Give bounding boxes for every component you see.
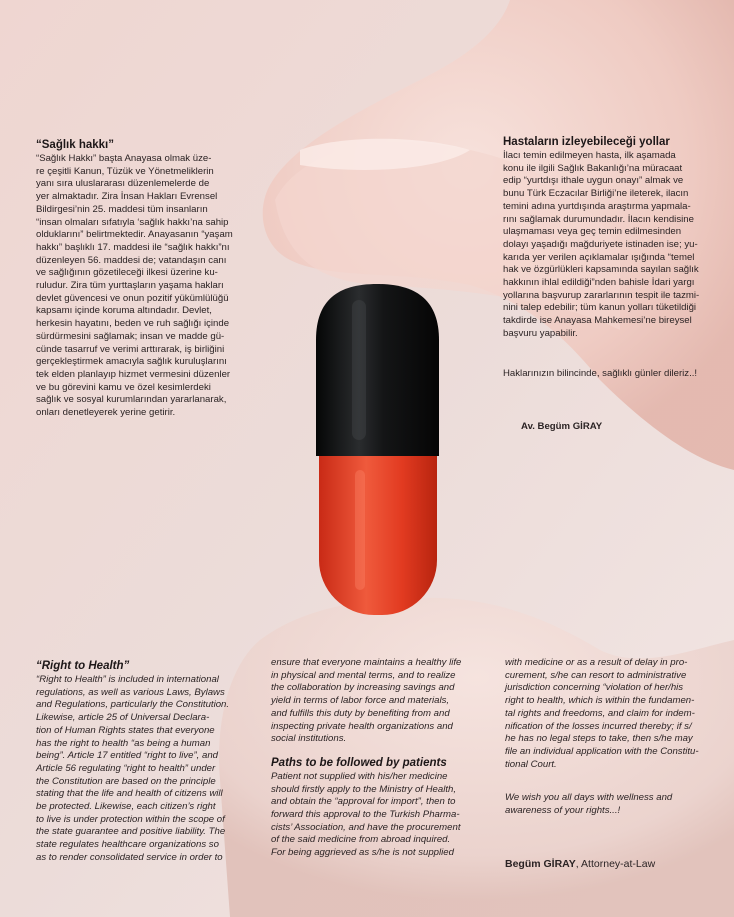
- section-title: Paths to be followed by patients: [271, 756, 447, 769]
- english-signature: [505, 858, 655, 871]
- turkish-left-section: [36, 138, 272, 420]
- body-text: “Right to Health” is included in international regulations, as well as various Laws, Bylaws and Regulations, particularly the Constitution. Likewise, article 25 of Universal Declara- tion of Human Rights states that everyone has the right to health “as being a human being”. Article 17 entitled “right to live”, and Article 56 regulating “right to health” under the Constitution are based on the principle stating that the life and health of citizens will be protected. Likewise, each citizen’s right to live is under protection within the scope of the state guarantee and positive liability. The state regulates healthcare organizations so as to render consolidated service in order to: [36, 674, 230, 863]
- section-title: “Sağlık hakkı”: [36, 139, 114, 151]
- english-column-3: [505, 657, 721, 771]
- english-column-2: [271, 657, 499, 860]
- body-text: “Sağlık Hakkı” başta Anayasa olmak üze- re çeşitli Kanun, Tüzük ve Yönetmeliklerin yanı sıra uluslararası düzenlemelerde de yer almaktadır. Zira İnsan Hakları Evrensel Bildirgesi’nin 25. maddesi tüm insanların “insan olmaları sıfatıyla ‘sağlık hakkı’na sahip olduklarını” belirtmektedir. Anayasanın “yaşam hakkı” başlıklı 17. maddesi ile “sağlık hakkı”nı düzenleyen 56. maddesi de; vatandaşın canı ve sağlığının gözetileceği ilkesi üzerine ku- ruludur. Zira tüm yurttaşların yaşama hakları devlet güvencesi ve onun pozitif yükümlülüğü kapsamı içinde koruma altındadır. Devlet, herkesin hayatını, beden ve ruh sağlığı içinde sürdürmesini sağlamak; insan ve madde gü- cünde tasarruf ve verimi arttırarak, iş birliğini gerçekleştirmek amacıyla sağlık kuruluşlarını tek elden planlayıp hizmet vermesini düzenler ve bu görevini kamu ve özel kesimlerdeki sağlık ve sosyal kurumlarından yararlanarak, onları denetleyerek yerine getirir.: [36, 153, 233, 419]
- english-closing: [505, 792, 721, 817]
- section-title: Hastaların izleyebileceği yollar: [503, 136, 670, 148]
- signature-title: , Attorney-at-Law: [575, 858, 656, 870]
- closing-text: We wish you all days with wellness and awareness of your rights...!: [505, 792, 673, 816]
- signature-name: Begüm GİRAY: [505, 858, 576, 870]
- section-title: “Right to Health”: [36, 660, 130, 672]
- capsule: [316, 284, 439, 615]
- turkish-right-section: [503, 135, 717, 341]
- english-column-1: [36, 659, 270, 865]
- turkish-closing: Haklarınızın bilincinde, sağlıklı günler dileriz..!: [503, 368, 698, 379]
- body-text: with medicine or as a result of delay in pro- curement, s/he can resort to administrative jurisdiction concerning “violation of her/his right to health, which is within the fundamen- tal rights and freedoms, and claim for indem- nification of the losses incurred thereby; if s/ he has no legal steps to take, then s/he may file an individual application with the Constitu- tional Court.: [505, 657, 699, 770]
- body-text: ensure that everyone maintains a healthy life in physical and mental terms, and to realize the collaboration by increasing savings and yield in terms of labor force and materials, and fulfills this duty by benefiting from and inspecting private health organizations and social institutions.: [271, 657, 462, 745]
- turkish-signature: Av. Begüm GİRAY: [521, 421, 603, 432]
- body-text: İlacı temin edilmeyen hasta, ilk aşamada konu ile ilgili Sağlık Bakanlığı’na müracaat edip “yurtdışı ithale uygun onayı” almak ve bunu Türk Eczacılar Birliği’ne ileterek, ilacın temini adına yurtdışında araştırma yapmala- rını sağlamak durumundadır. İlacın kendisine ulaşmaması veya geç temin edilmesinden dolayı yaşadığı mağduriyete istinaden ise; yu- karıda yer verilen açıklamalar ışığında “temel hak ve özgürlükleri kapsamında sayılan sağlık hakkının ihlal edildiği”nden bahisle İdari yargı yollarına başvurup zararlarının tespit ile tazmi- nini talep edebilir; tüm kanun yolları tüketildiği takdirde ise Anayasa Mahkemesi’ne bireysel başvuru yapabilir.: [503, 150, 700, 339]
- body-text: Patient not supplied with his/her medicine should firstly apply to the Ministry of Health, and obtain the “approval for import”, then to forward this approval to the Turkish Pharma- cists’ Association, and have the procurement of the said medicine from abroad inquired. For being aggrieved as s/he is not supplied: [271, 770, 461, 859]
